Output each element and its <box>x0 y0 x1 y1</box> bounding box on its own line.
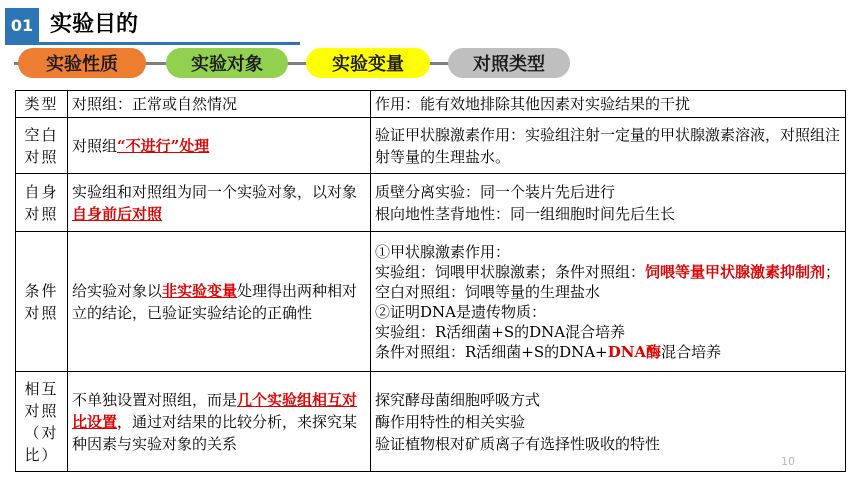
effect-line <box>375 262 841 302</box>
effect-blank-control: 验证甲状腺激素作用：实验组注射一定量的甲状腺激素溶液，对照组注射等量的生理盐水。 <box>371 118 846 174</box>
desc-text: 处理得出两种相对立的结论，已验证实验结论的正确性 <box>72 281 358 322</box>
type-main: 相互对照 <box>24 379 59 420</box>
header-control-group: 对照组：正常或自然情况 <box>68 91 371 118</box>
type-sub: （对比） <box>24 423 59 464</box>
table-row-blank-control <box>16 118 846 174</box>
category-pills <box>14 48 574 78</box>
table-row-condition-control <box>16 232 846 372</box>
effect-line: 验证植物根对矿质离子有选择性吸收的特性 <box>375 434 661 453</box>
page-number: 10 <box>781 455 795 468</box>
effect-line: 探究酵母菌细胞呼吸方式 <box>375 390 541 409</box>
effect-text: 混合培养 <box>661 342 722 361</box>
section-number-badge: 01 <box>5 8 39 42</box>
desc-text: 对照组 <box>72 136 118 155</box>
highlight-text: “不进行”处理 <box>117 136 210 155</box>
desc-condition-control <box>68 232 371 372</box>
header-type: 类型 <box>16 91 68 118</box>
highlight-text: DNA酶 <box>607 342 662 361</box>
effect-text: 实验组：饲喂甲状腺激素；条件对照组： <box>375 262 646 281</box>
effect-line: ②证明DNA是遗传物质： <box>375 302 546 321</box>
highlight-text: 非实验变量 <box>162 281 238 300</box>
control-type-table <box>15 90 846 472</box>
type-mutual-control <box>16 372 68 472</box>
header-effect: 作用：能有效地排除其他因素对实验结果的干扰 <box>371 91 846 118</box>
effect-line: 根向地性茎背地性：同一组细胞时间先后生长 <box>375 204 676 223</box>
type-blank-control: 空白对照 <box>16 118 68 174</box>
highlight-text: 自身前后对照 <box>72 204 163 223</box>
effect-text: 条件对照组：R活细菌+S的DNA+ <box>375 342 608 361</box>
effect-text: ；空白对照组：饲喂等量的生理盐水 <box>375 262 841 301</box>
effect-line: 酶作用特性的相关实验 <box>375 412 526 431</box>
pill-experiment-subject: 实验对象 <box>166 48 288 78</box>
page-title: 实验目的 <box>50 12 139 37</box>
pill-experiment-variable: 实验变量 <box>306 48 430 78</box>
desc-mutual-control <box>68 372 371 472</box>
effect-line: ①甲状腺激素作用： <box>375 242 511 261</box>
highlight-text: 饲喂等量甲状腺激素抑制剂 <box>645 262 826 281</box>
desc-self-control <box>68 174 371 232</box>
effect-mutual-control <box>371 372 846 472</box>
desc-text: 给实验对象以 <box>72 281 163 300</box>
effect-condition-control <box>371 232 846 372</box>
highlight-text: 几个实验组相互对比设置 <box>72 390 358 431</box>
desc-text: ，通过对结果的比较分析，来探究某种因素与实验对象的关系 <box>72 412 358 453</box>
pill-control-type: 对照类型 <box>448 48 570 78</box>
table-header-row <box>16 91 846 118</box>
title-underline <box>5 42 300 45</box>
effect-line: 质壁分离实验：同一个装片先后进行 <box>375 182 616 201</box>
effect-line <box>375 342 841 362</box>
effect-self-control <box>371 174 846 232</box>
effect-line: 实验组：R活细菌+S的DNA混合培养 <box>375 322 626 341</box>
type-self-control: 自身对照 <box>16 174 68 232</box>
pill-experiment-nature: 实验性质 <box>18 48 146 78</box>
table-row-mutual-control <box>16 372 846 472</box>
desc-text: 实验组和对照组为同一个实验对象，以对象 <box>72 182 358 201</box>
desc-text: 不单独设置对照组，而是 <box>72 390 238 409</box>
table-row-self-control <box>16 174 846 232</box>
type-condition-control: 条件对照 <box>16 232 68 372</box>
desc-blank-control <box>68 118 371 174</box>
